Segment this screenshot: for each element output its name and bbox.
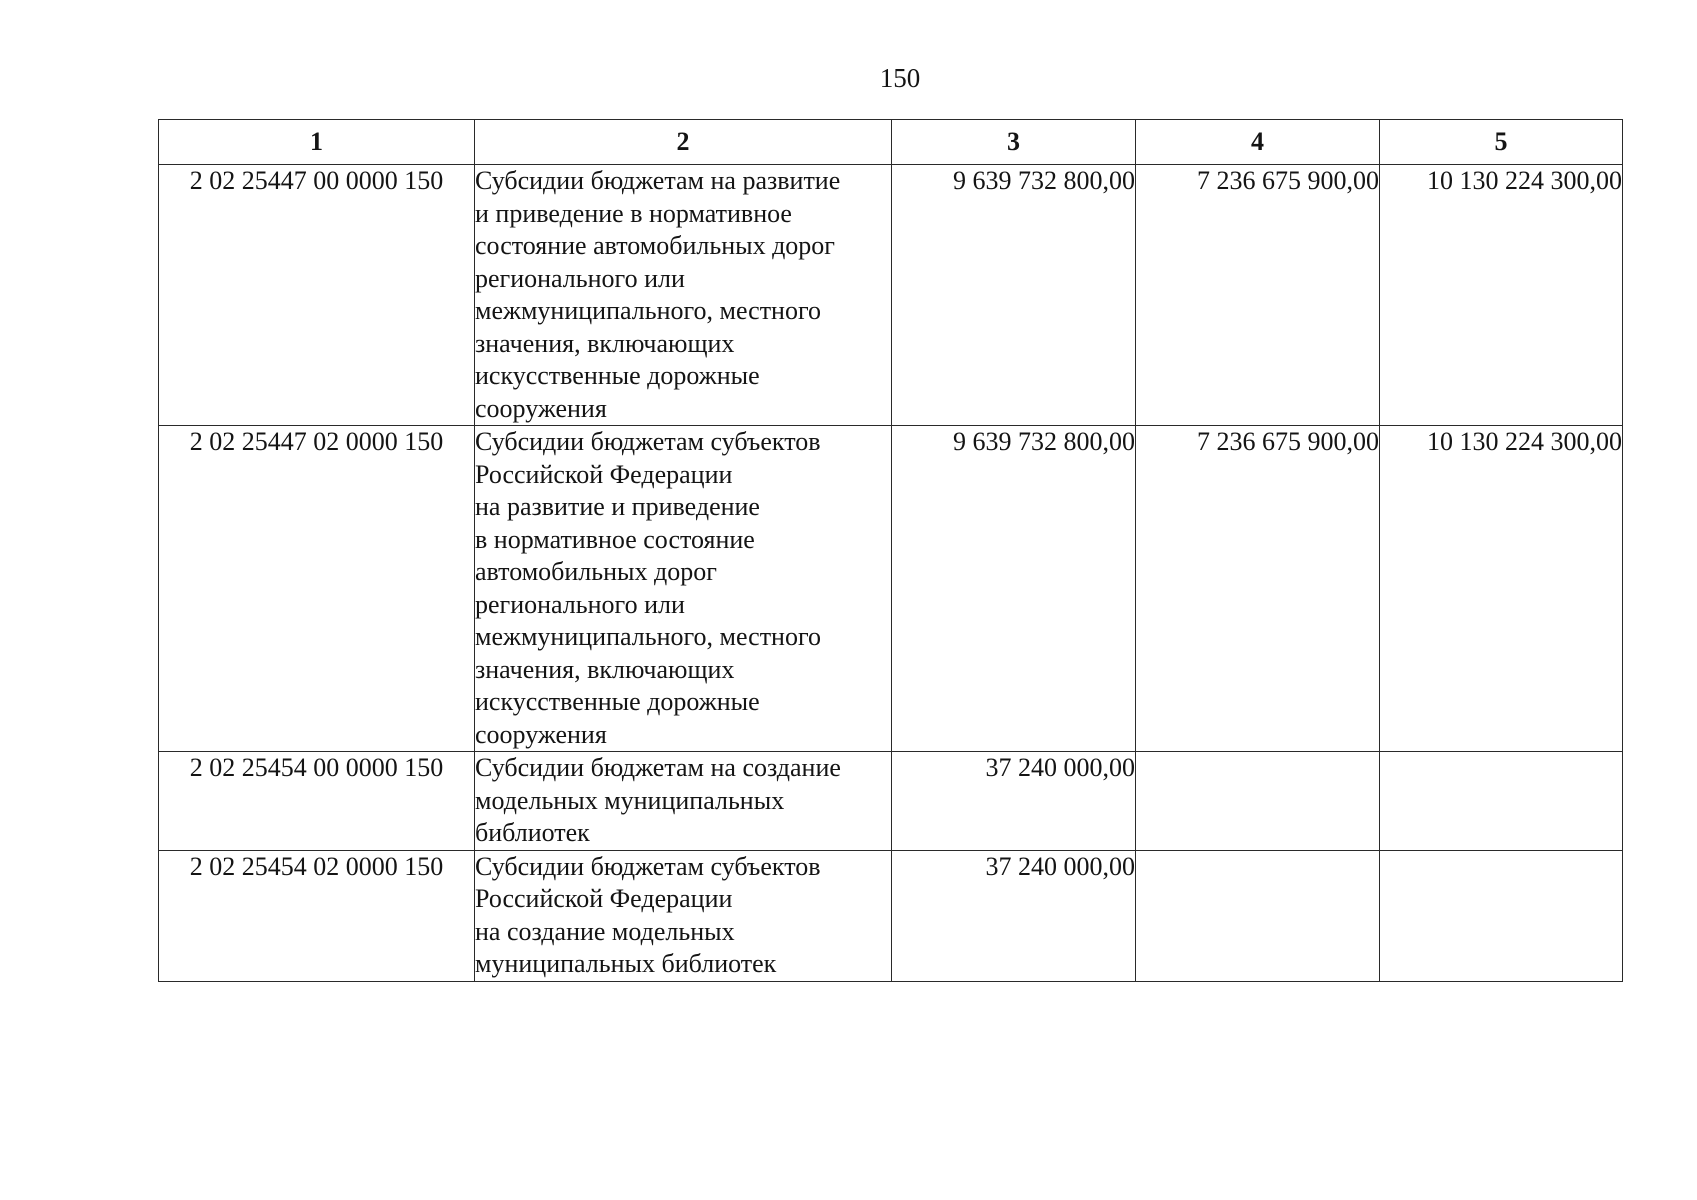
column-header-2: 2 <box>475 120 892 165</box>
amount-col3-cell: 37 240 000,00 <box>892 850 1136 981</box>
amount-col5-cell <box>1380 850 1623 981</box>
description-cell: Субсидии бюджетам на создание модельных муниципальных библиотек <box>475 752 892 851</box>
description-cell: Субсидии бюджетам субъектов Российской Федерации на создание модельных муниципальных библиотек <box>475 850 892 981</box>
table-header-row <box>159 120 1623 165</box>
amount-col4-cell <box>1136 850 1380 981</box>
budget-code-cell: 2 02 25447 02 0000 150 <box>159 426 475 752</box>
budget-code-cell: 2 02 25454 00 0000 150 <box>159 752 475 851</box>
description-cell: Субсидии бюджетам на развитие и приведение в нормативное состояние автомобильных дорог регионального или межмуниципального, местного значения, включающих искусственные дорожные сооружения <box>475 165 892 426</box>
description-cell: Субсидии бюджетам субъектов Российской Федерации на развитие и приведение в нормативное состояние автомобильных дорог регионального или межмуниципального, местного значения, включающих искусственные дорожные сооружения <box>475 426 892 752</box>
column-header-5: 5 <box>1380 120 1623 165</box>
amount-col3-cell: 9 639 732 800,00 <box>892 165 1136 426</box>
budget-table <box>158 119 1623 982</box>
column-header-1: 1 <box>159 120 475 165</box>
table-row <box>159 426 1623 752</box>
table-row <box>159 752 1623 851</box>
budget-code-cell: 2 02 25447 00 0000 150 <box>159 165 475 426</box>
amount-col4-cell: 7 236 675 900,00 <box>1136 426 1380 752</box>
amount-col4-cell: 7 236 675 900,00 <box>1136 165 1380 426</box>
budget-code-cell: 2 02 25454 02 0000 150 <box>159 850 475 981</box>
amount-col5-cell: 10 130 224 300,00 <box>1380 165 1623 426</box>
column-header-4: 4 <box>1136 120 1380 165</box>
table-row <box>159 165 1623 426</box>
amount-col3-cell: 37 240 000,00 <box>892 752 1136 851</box>
amount-col5-cell: 10 130 224 300,00 <box>1380 426 1623 752</box>
table-row <box>159 850 1623 981</box>
amount-col3-cell: 9 639 732 800,00 <box>892 426 1136 752</box>
amount-col4-cell <box>1136 752 1380 851</box>
column-header-3: 3 <box>892 120 1136 165</box>
amount-col5-cell <box>1380 752 1623 851</box>
page-number: 150 <box>879 63 921 93</box>
